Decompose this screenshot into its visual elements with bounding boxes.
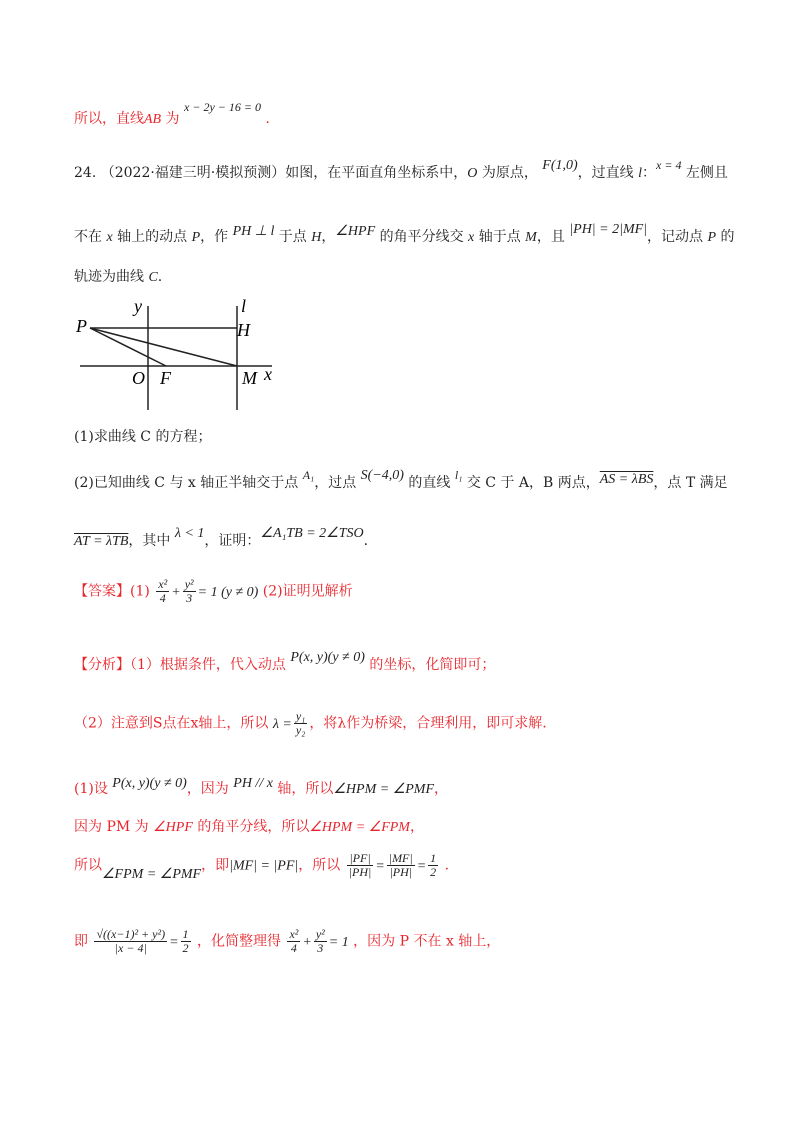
math-angle: ∠A₁TB = 2∠TSO bbox=[260, 526, 364, 541]
math: + bbox=[302, 934, 312, 950]
answer-line bbox=[74, 578, 353, 605]
math: 4 bbox=[290, 941, 297, 956]
text: (1) bbox=[130, 583, 150, 600]
math-H: H bbox=[311, 230, 322, 245]
text: （1）根据条件，代入动点 bbox=[130, 657, 291, 673]
math-l: l bbox=[638, 166, 643, 181]
text: . bbox=[363, 533, 369, 549]
answer-tag: 【答案】 bbox=[74, 583, 130, 600]
text: 轴上的动点 bbox=[112, 229, 192, 245]
label-x: x bbox=[264, 364, 272, 384]
text: 的直线 bbox=[403, 475, 455, 491]
text: ， bbox=[409, 819, 424, 835]
text: （2）注意到S点在x轴上，所以 bbox=[74, 715, 273, 732]
prev-ab: AB bbox=[144, 112, 162, 127]
math: y² bbox=[184, 577, 194, 591]
math: ∠HPM = ∠PMF bbox=[333, 782, 435, 797]
lambda-fraction bbox=[272, 709, 310, 738]
answer-equation bbox=[154, 577, 262, 606]
text: 轴于点 bbox=[474, 229, 526, 245]
text: . bbox=[157, 269, 163, 285]
text: (1)设 bbox=[74, 781, 113, 797]
text: ，点 T 满足 bbox=[653, 475, 728, 491]
text: 的角平分线，所以 bbox=[192, 819, 310, 835]
question-1 bbox=[74, 426, 211, 446]
math: |PH| bbox=[389, 865, 413, 880]
analysis-tag: 【分析】 bbox=[74, 657, 130, 673]
segment-PM bbox=[90, 328, 237, 366]
math: ∠FPM = ∠PMF bbox=[102, 866, 202, 882]
ellipse-equation bbox=[285, 927, 353, 956]
math-x: x bbox=[468, 230, 475, 245]
text: ，化简整理得 bbox=[196, 933, 281, 950]
solution-line-1 bbox=[74, 778, 448, 798]
math-P: P bbox=[191, 230, 201, 245]
text: 轴，所以 bbox=[272, 781, 334, 797]
math: P(x, y)(y ≠ 0) bbox=[112, 776, 187, 791]
math: = bbox=[375, 858, 385, 874]
text: ，其中 bbox=[128, 533, 175, 549]
segment-PF bbox=[90, 328, 166, 366]
problem-line-3 bbox=[74, 266, 162, 286]
ratio-fractions bbox=[345, 851, 445, 880]
problem-source: （2022·福建三明·模拟预测） bbox=[100, 165, 286, 181]
math: = 1 (y ≠ 0) bbox=[197, 584, 259, 600]
text: 轨迹为曲线 bbox=[74, 269, 149, 285]
geometry-figure bbox=[74, 296, 294, 416]
text: ，即 bbox=[201, 857, 230, 874]
math-lambda: λ < 1 bbox=[174, 526, 205, 541]
solution-line-4 bbox=[74, 928, 500, 955]
label-H: H bbox=[237, 320, 250, 340]
math: 3 bbox=[186, 591, 193, 606]
math: PH // x bbox=[233, 776, 273, 791]
text: ，因为 P 不在 x 轴上， bbox=[353, 933, 501, 950]
math-rel: |PH| = 2|MF| bbox=[569, 222, 648, 237]
text: ，过直线 bbox=[577, 165, 639, 181]
question-2-cont bbox=[74, 526, 369, 550]
math: |MF| bbox=[388, 851, 413, 865]
math: λ = bbox=[272, 716, 292, 732]
math-P: P bbox=[707, 230, 717, 245]
analysis-line-1 bbox=[74, 650, 496, 674]
math: ∠HPM = ∠FPM bbox=[309, 820, 410, 835]
math: = 1 bbox=[328, 934, 349, 950]
text: ，因为 bbox=[186, 781, 234, 797]
math-vec: AS = λBS bbox=[599, 472, 654, 487]
text: ，作 bbox=[200, 229, 233, 245]
text: 于点 bbox=[274, 229, 312, 245]
math-l1: l₁ bbox=[454, 468, 463, 482]
math-F: F(1,0) bbox=[542, 158, 578, 173]
text: 即 bbox=[74, 933, 88, 950]
text: ， bbox=[321, 229, 336, 245]
math: y₁ bbox=[295, 709, 306, 723]
math: = bbox=[169, 934, 179, 950]
label-O: O bbox=[132, 368, 145, 388]
text: (2)已知曲线 C 与 x 轴正半轴交于点 bbox=[74, 475, 303, 491]
text: 因为 PM 为 bbox=[74, 819, 154, 835]
problem-line-1 bbox=[74, 158, 728, 182]
prev-wei: 为 bbox=[161, 111, 185, 127]
text: . bbox=[444, 857, 450, 874]
math: 2 bbox=[430, 865, 437, 880]
question-2 bbox=[74, 468, 728, 492]
text: ，所以 bbox=[298, 857, 341, 874]
math: |x − 4| bbox=[114, 941, 147, 956]
math: |PH| bbox=[348, 865, 372, 880]
math: + bbox=[171, 584, 181, 600]
math: x² bbox=[158, 577, 168, 591]
text: 不在 bbox=[74, 229, 107, 245]
text: ，将λ作为桥梁，合理利用，即可求解. bbox=[309, 715, 547, 732]
text: 的坐标，化简即可； bbox=[364, 657, 496, 673]
text: 的 bbox=[716, 229, 735, 245]
math-angle: ∠HPF bbox=[335, 224, 376, 239]
math: 1 bbox=[182, 927, 189, 941]
math-x4: x = 4 bbox=[656, 158, 682, 172]
math-x: x bbox=[106, 230, 113, 245]
label-y: y bbox=[134, 296, 142, 316]
math-vec: AT = λTB bbox=[74, 534, 129, 549]
text: ，且 bbox=[536, 229, 570, 245]
math: ∠HPF bbox=[153, 820, 193, 835]
text: 为原点， bbox=[477, 165, 538, 181]
problem-number: 24. bbox=[74, 165, 97, 181]
label-l: l bbox=[241, 296, 247, 316]
math-A1: A₁ bbox=[302, 468, 315, 482]
prev-equation: x − 2y − 16 = 0 bbox=[184, 100, 261, 114]
text: (1)求曲线 C 的方程； bbox=[74, 429, 212, 445]
math-C: C bbox=[148, 270, 158, 285]
solution-line-3 bbox=[74, 851, 450, 882]
math: y² bbox=[315, 927, 325, 941]
math: 3 bbox=[317, 941, 324, 956]
prev-text: 所以，直线 bbox=[74, 111, 144, 127]
text: ： bbox=[642, 165, 657, 181]
math: 4 bbox=[159, 591, 166, 606]
text: 如图，在平面直角坐标系中， bbox=[285, 165, 468, 181]
math: |PF| bbox=[349, 851, 371, 865]
math: = bbox=[416, 858, 427, 874]
text: (2)证明见解析 bbox=[262, 583, 353, 600]
math: y₂ bbox=[295, 723, 306, 738]
text: ， bbox=[434, 781, 449, 797]
math: 1 bbox=[430, 851, 437, 865]
math-P: P(x, y)(y ≠ 0) bbox=[290, 650, 365, 665]
prev-answer-line bbox=[74, 100, 270, 128]
text: ，过点 bbox=[314, 475, 361, 491]
text: ，证明： bbox=[204, 533, 261, 549]
math-O: O bbox=[467, 166, 478, 181]
math: |MF| = |PF| bbox=[229, 858, 299, 874]
text: ，记动点 bbox=[647, 229, 708, 245]
distance-fraction bbox=[92, 927, 197, 956]
math: 2 bbox=[182, 941, 189, 956]
math-M: M bbox=[525, 230, 537, 245]
math: √((x−1)² + y²) bbox=[96, 927, 166, 941]
text: 所以 bbox=[74, 857, 102, 874]
problem-line-2 bbox=[74, 222, 735, 246]
label-M: M bbox=[242, 368, 257, 388]
solution-line-2 bbox=[74, 816, 424, 836]
analysis-line-2 bbox=[74, 710, 547, 737]
label-P: P bbox=[76, 316, 87, 336]
text: 的角平分线交 bbox=[375, 229, 469, 245]
text: 左侧且 bbox=[681, 165, 728, 181]
math-S: S(−4,0) bbox=[360, 468, 404, 483]
math-PH: PH ⊥ l bbox=[232, 224, 275, 239]
text: 交 C 于 A，B 两点， bbox=[462, 475, 600, 491]
prev-end: . bbox=[265, 111, 270, 127]
math: x² bbox=[289, 927, 299, 941]
label-F: F bbox=[160, 368, 171, 388]
